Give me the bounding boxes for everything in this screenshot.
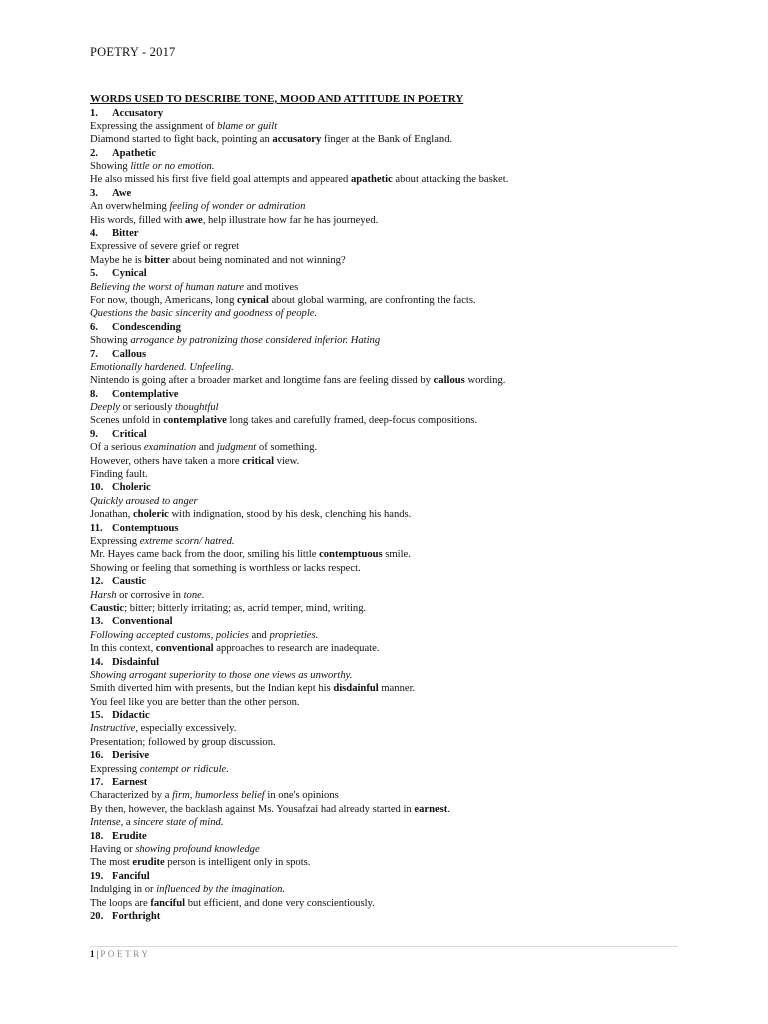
entry-title bbox=[90, 428, 690, 441]
entry-keyword: disdainful bbox=[333, 683, 379, 695]
entry-emphasis: showing profound knowledge bbox=[135, 843, 260, 855]
entry-text: By then, however, the backlash against Ms. Yousafzai had already started in bbox=[90, 803, 415, 815]
entry-item bbox=[90, 776, 690, 830]
entry-text-line bbox=[90, 160, 690, 173]
entry-emphasis: thoughtful bbox=[175, 402, 219, 414]
entry-number: 20. bbox=[90, 910, 104, 922]
entry-term: Forthright bbox=[112, 910, 161, 922]
entry-text-line bbox=[90, 468, 690, 481]
entry-text-line bbox=[90, 508, 690, 521]
entry-text: Expressing bbox=[90, 763, 140, 775]
entry-text: Smith diverted him with presents, but the Indian kept his bbox=[90, 683, 334, 695]
section-heading: WORDS USED TO DESCRIBE TONE, MOOD AND ATTITUDE IN POETRY bbox=[90, 93, 464, 105]
entry-text-line bbox=[90, 562, 690, 575]
entry-emphasis: Quickly aroused to anger bbox=[90, 495, 198, 507]
entry-text: smile. bbox=[382, 549, 411, 561]
entry-text: manner. bbox=[378, 683, 416, 695]
entry-text-line bbox=[90, 803, 690, 816]
entry-text: He also missed his first five field goal attempts and appeared bbox=[90, 174, 351, 186]
entry-term: Derisive bbox=[112, 750, 150, 762]
entry-emphasis: influenced by the imagination. bbox=[156, 884, 286, 896]
entry-number: 8. bbox=[90, 388, 98, 400]
entry-number: 4. bbox=[90, 228, 98, 240]
entry-title bbox=[90, 870, 690, 883]
entry-item bbox=[90, 709, 690, 749]
entry-number: 2. bbox=[90, 147, 98, 159]
entry-term: Caustic bbox=[112, 576, 147, 588]
entry-term: Erudite bbox=[112, 830, 147, 842]
entry-number: 6. bbox=[90, 321, 98, 333]
entry-emphasis: Instructive bbox=[90, 723, 136, 735]
entry-text-line bbox=[90, 214, 690, 227]
entry-item bbox=[90, 428, 690, 482]
entry-text: wording. bbox=[464, 375, 506, 387]
entry-text-line bbox=[90, 642, 690, 655]
entry-term: Disdainful bbox=[112, 656, 160, 668]
entry-emphasis: little or no emotion. bbox=[130, 161, 215, 173]
entry-number: 19. bbox=[90, 870, 104, 882]
entry-item bbox=[90, 575, 690, 615]
entry-term: Didactic bbox=[112, 710, 150, 722]
entry-text-line bbox=[90, 281, 690, 294]
entry-keyword: choleric bbox=[132, 509, 169, 521]
entry-text-line bbox=[90, 722, 690, 735]
entry-number: 18. bbox=[90, 830, 104, 842]
footer-separator: | bbox=[96, 949, 99, 959]
entry-emphasis: Believing the worst of human nature bbox=[90, 281, 245, 293]
entry-text-line bbox=[90, 361, 690, 374]
entry-keyword: awe bbox=[185, 214, 203, 226]
entry-text-line bbox=[90, 441, 690, 454]
entry-text: Scenes unfold in bbox=[90, 415, 164, 427]
entry-term: Apathetic bbox=[112, 147, 157, 159]
entry-text-line bbox=[90, 897, 690, 910]
entry-term: Critical bbox=[112, 428, 147, 440]
entry-number: 9. bbox=[90, 428, 98, 440]
entry-title bbox=[90, 656, 690, 669]
entry-item bbox=[90, 522, 690, 576]
entry-number: 13. bbox=[90, 616, 104, 628]
entry-keyword: accusatory bbox=[272, 134, 322, 146]
entry-item bbox=[90, 348, 690, 388]
entry-term: Cynical bbox=[112, 268, 147, 280]
entry-keyword: fanciful bbox=[150, 897, 186, 909]
entry-item bbox=[90, 147, 690, 187]
entry-number: 11. bbox=[90, 522, 103, 534]
entry-number: 15. bbox=[90, 710, 104, 722]
entry-text: Expressing the assignment of bbox=[90, 120, 218, 132]
entry-title bbox=[90, 388, 690, 401]
page-number: 1 bbox=[90, 949, 95, 959]
entry-keyword: bitter bbox=[144, 254, 170, 266]
entry-text-line bbox=[90, 629, 690, 642]
entry-number: 3. bbox=[90, 187, 98, 199]
entry-number: 1. bbox=[90, 107, 98, 119]
entry-text: Mr. Hayes came back from the door, smiling his little bbox=[90, 549, 320, 561]
entry-emphasis: feeling of wonder or admiration bbox=[169, 201, 306, 213]
entry-keyword: contemptuous bbox=[319, 549, 383, 561]
footer-divider bbox=[90, 946, 678, 947]
entry-text-line bbox=[90, 495, 690, 508]
entry-keyword: erudite bbox=[132, 857, 165, 869]
entry-item bbox=[90, 321, 690, 348]
entry-title bbox=[90, 776, 690, 789]
entry-keyword: cynical bbox=[237, 294, 269, 306]
entry-title bbox=[90, 709, 690, 722]
entry-text: Presentation; followed by group discussion. bbox=[90, 736, 276, 748]
entry-term: Callous bbox=[112, 348, 147, 360]
entry-text: person is intelligent only in spots. bbox=[164, 857, 311, 869]
entry-number: 7. bbox=[90, 348, 98, 360]
entry-emphasis: tone. bbox=[183, 589, 205, 601]
entry-list bbox=[90, 107, 690, 924]
entry-text-line bbox=[90, 763, 690, 776]
entry-item bbox=[90, 107, 690, 147]
entry-term: Choleric bbox=[112, 482, 151, 494]
entry-emphasis: Intense bbox=[90, 817, 121, 829]
entry-text-line bbox=[90, 200, 690, 213]
entry-text: view. bbox=[274, 455, 300, 467]
entry-text: or corrosive in bbox=[116, 589, 184, 601]
entry-text-line bbox=[90, 843, 690, 856]
entry-title bbox=[90, 267, 690, 280]
entry-item bbox=[90, 267, 690, 321]
entry-item bbox=[90, 481, 690, 521]
entry-keyword: contemplative bbox=[163, 415, 227, 427]
entry-text: long takes and carefully framed, deep-focus compositions. bbox=[226, 415, 478, 427]
entry-keyword: callous bbox=[433, 375, 465, 387]
entry-text-line bbox=[90, 883, 690, 896]
entry-keyword: earnest bbox=[414, 803, 448, 815]
page-footer bbox=[90, 949, 150, 959]
entry-term: Accusatory bbox=[112, 107, 164, 119]
entry-text-line bbox=[90, 254, 690, 267]
entry-number: 12. bbox=[90, 576, 104, 588]
entry-emphasis: firm, humorless belief bbox=[172, 790, 265, 802]
entry-text: . bbox=[447, 803, 450, 815]
entry-text: finger at the Bank of England. bbox=[321, 134, 453, 146]
entry-emphasis: examination bbox=[143, 442, 197, 454]
entry-text-line bbox=[90, 535, 690, 548]
entry-title bbox=[90, 522, 690, 535]
entry-text-line bbox=[90, 173, 690, 186]
entry-text: His words, filled with bbox=[90, 214, 186, 226]
entry-text: ; bitter; bitterly irritating; as, acrid temper, mind, writing. bbox=[124, 602, 367, 614]
entry-title bbox=[90, 830, 690, 843]
entry-text-line bbox=[90, 816, 690, 829]
entry-text: The loops are bbox=[90, 897, 151, 909]
entry-text: Characterized by a bbox=[90, 790, 173, 802]
page-header: POETRY - 2017 bbox=[90, 45, 176, 59]
entry-text-line bbox=[90, 401, 690, 414]
entry-text-line bbox=[90, 856, 690, 869]
entry-emphasis: Following accepted customs, policies bbox=[90, 629, 249, 641]
entry-emphasis: Showing arrogant superiority to those one views as unworthy. bbox=[90, 669, 353, 681]
entry-emphasis: judgment bbox=[216, 442, 257, 454]
entry-emphasis: Emotionally hardened. Unfeeling. bbox=[90, 361, 234, 373]
entry-text: Indulging in or bbox=[90, 884, 157, 896]
entry-number: 17. bbox=[90, 777, 104, 789]
entry-text: Nintendo is going after a broader market and longtime fans are feeling dissed by bbox=[90, 375, 434, 387]
entry-text-line bbox=[90, 120, 690, 133]
entry-text-line bbox=[90, 602, 690, 615]
entry-keyword: critical bbox=[242, 455, 275, 467]
entry-text: Jonathan, bbox=[90, 509, 133, 521]
entry-emphasis: extreme scorn/ hatred. bbox=[139, 536, 235, 547]
entry-number: 10. bbox=[90, 482, 104, 494]
entry-text: but efficient, and done very conscientiously. bbox=[185, 897, 375, 909]
entry-text-line bbox=[90, 548, 690, 561]
entry-text: , a bbox=[120, 817, 134, 829]
entry-text: in one's opinions bbox=[264, 790, 339, 802]
entry-text-line bbox=[90, 334, 690, 347]
entry-text-line bbox=[90, 669, 690, 682]
entry-term: Awe bbox=[112, 187, 132, 199]
entry-title bbox=[90, 481, 690, 494]
entry-number: 14. bbox=[90, 656, 104, 668]
entry-emphasis: blame or guilt bbox=[217, 120, 278, 132]
entry-title bbox=[90, 187, 690, 200]
entry-item bbox=[90, 656, 690, 710]
entry-title bbox=[90, 615, 690, 628]
entry-keyword: Caustic bbox=[90, 602, 125, 614]
entry-emphasis: arrogance by patronizing those considered inferior. Hating bbox=[130, 335, 381, 347]
entry-term: Earnest bbox=[112, 777, 148, 789]
entry-title bbox=[90, 321, 690, 334]
entry-text-line bbox=[90, 589, 690, 602]
entry-text: , help illustrate how far he has journeyed. bbox=[202, 214, 379, 226]
entry-text: You feel like you are better than the other person. bbox=[90, 696, 300, 708]
entry-text-line bbox=[90, 736, 690, 749]
entry-number: 16. bbox=[90, 750, 104, 762]
entry-text: An overwhelming bbox=[90, 201, 170, 213]
entry-item bbox=[90, 388, 690, 428]
entry-emphasis: Deeply bbox=[90, 402, 120, 414]
entry-term: Fanciful bbox=[112, 870, 150, 882]
entry-text: Showing bbox=[90, 335, 131, 347]
entry-text: about attacking the basket. bbox=[392, 174, 509, 186]
entry-text: and bbox=[248, 629, 270, 641]
entry-text: In this context, bbox=[90, 643, 156, 655]
entry-item bbox=[90, 227, 690, 267]
entry-title bbox=[90, 107, 690, 120]
entry-text: about global warming, are confronting the facts. bbox=[268, 294, 476, 306]
entry-text: Finding fault. bbox=[90, 469, 148, 481]
entry-text: about being nominated and not winning? bbox=[169, 254, 346, 266]
entry-text: The most bbox=[90, 857, 133, 869]
entry-text: Expressive of severe grief or regret bbox=[90, 241, 240, 253]
entry-text: Of a serious bbox=[90, 442, 144, 454]
entry-text: For now, though, Americans, long bbox=[90, 294, 238, 306]
entry-term: Contemplative bbox=[112, 388, 179, 400]
entry-term: Bitter bbox=[112, 228, 139, 240]
entry-text: and motives bbox=[244, 281, 299, 293]
entry-term: Contemptuous bbox=[112, 522, 179, 534]
entry-emphasis: Questions the basic sincerity and goodness of people. bbox=[90, 308, 318, 320]
entry-term: Condescending bbox=[112, 321, 181, 333]
entry-text: Diamond started to fight back, pointing an bbox=[90, 134, 273, 146]
entry-text-line bbox=[90, 789, 690, 802]
entry-title bbox=[90, 227, 690, 240]
entry-item bbox=[90, 910, 690, 923]
entry-item bbox=[90, 615, 690, 655]
entry-title bbox=[90, 348, 690, 361]
footer-label: POETRY bbox=[100, 949, 151, 959]
entry-keyword: conventional bbox=[155, 643, 214, 655]
entry-title bbox=[90, 910, 690, 923]
entry-item bbox=[90, 830, 690, 870]
entry-text: and bbox=[196, 442, 217, 454]
entry-text-line bbox=[90, 696, 690, 709]
entry-emphasis: sincere state of mind. bbox=[133, 817, 224, 829]
entry-title bbox=[90, 575, 690, 588]
entry-text-line bbox=[90, 682, 690, 695]
entry-text: Showing or feeling that something is worthless or lacks respect. bbox=[90, 562, 361, 574]
entry-text-line bbox=[90, 374, 690, 387]
entry-number: 5. bbox=[90, 268, 98, 280]
entry-title bbox=[90, 147, 690, 160]
entry-term: Conventional bbox=[112, 616, 173, 628]
entry-text-line bbox=[90, 294, 690, 307]
entry-text: Maybe he is bbox=[90, 254, 145, 266]
entry-item bbox=[90, 870, 690, 910]
entry-keyword: apathetic bbox=[350, 174, 393, 186]
entry-text: with indignation, stood by his desk, clenching his hands. bbox=[168, 509, 412, 521]
entry-emphasis: Harsh bbox=[90, 589, 117, 601]
entry-text-line bbox=[90, 455, 690, 468]
entry-text: or seriously bbox=[120, 402, 176, 414]
entry-text: Expressing bbox=[90, 536, 140, 547]
entry-text-line bbox=[90, 133, 690, 146]
entry-text-line bbox=[90, 307, 690, 320]
entry-text-line bbox=[90, 240, 690, 253]
entry-item bbox=[90, 749, 690, 776]
entry-text: approaches to research are inadequate. bbox=[213, 643, 380, 655]
entry-emphasis: proprieties. bbox=[269, 629, 319, 641]
entry-text: Having or bbox=[90, 843, 136, 855]
entry-emphasis: contempt or ridicule. bbox=[139, 763, 229, 775]
entry-text: , especially excessively. bbox=[135, 723, 237, 735]
entry-text-line bbox=[90, 414, 690, 427]
entry-title bbox=[90, 749, 690, 762]
entry-text: Showing bbox=[90, 161, 131, 173]
entry-item bbox=[90, 187, 690, 227]
entry-text: However, others have taken a more bbox=[90, 455, 243, 467]
entry-text: of something. bbox=[256, 442, 318, 454]
